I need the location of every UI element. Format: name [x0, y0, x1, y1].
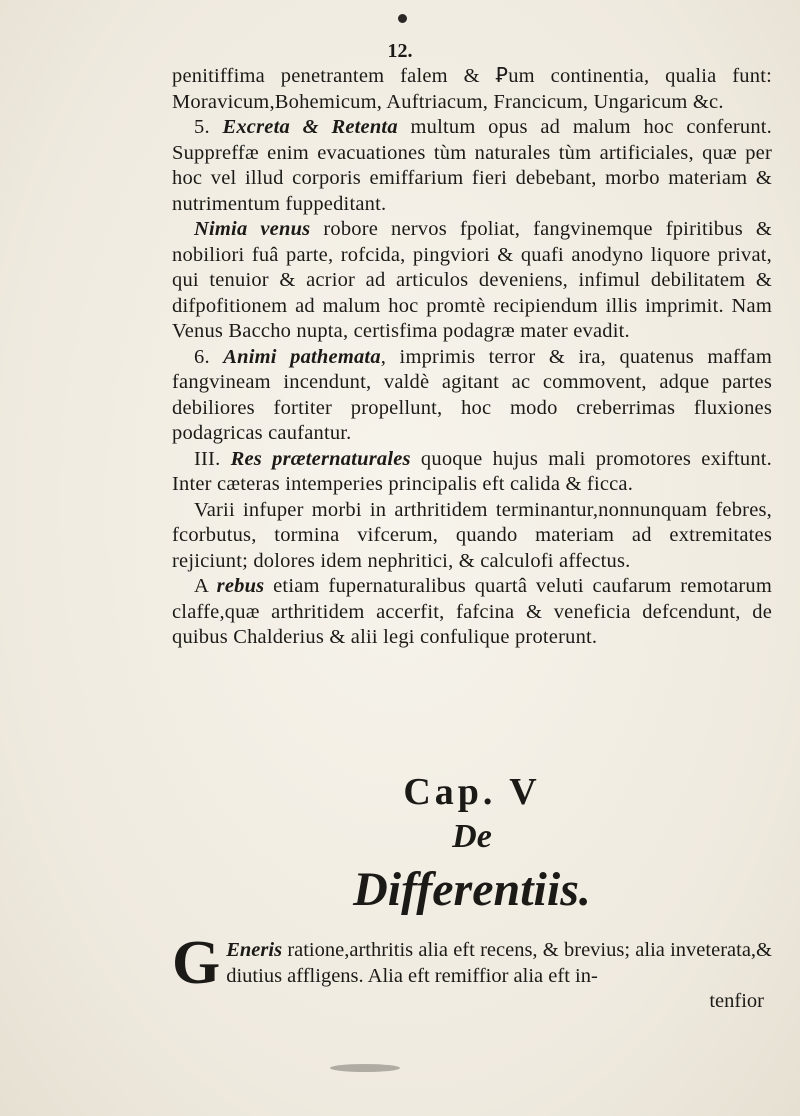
page-number: 12. — [387, 40, 413, 62]
chapter-heading: Cap. V — [403, 771, 541, 813]
drop-cap: G — [172, 929, 221, 997]
final-lead: Eneris — [226, 939, 283, 961]
chapter-de: De — [452, 818, 492, 855]
paragraph-0: penitiffima penetrantem falem & Ꝑum continentia, qualia funt: Moravicum,Bohemicum, Auftriacum, Francicum, Ungaricum &c. — [172, 65, 772, 113]
final-text: ratione,arthritis alia eft recens, & brevius; alia inveterata,& diutius affligens. Alia eft remiffior alia eft in- — [226, 939, 772, 987]
paragraph-1: 5. Excreta & Retenta multum opus ad malum hoc conferunt. Suppreffæ enim evacuationes tùm naturales tùm artificiales, quæ per hoc vel illud corporis emiffarium fieri debebant, morbo materiam & nutrimentum fuppeditant. — [172, 116, 773, 215]
paragraph-4: III. Res præternaturales quoque hujus mali promotores exiftunt. Inter cæteras intemperies principalis eft calida & ficca. — [172, 447, 772, 495]
paragraph-6: A rebus etiam fupernaturalibus quartâ veluti caufarum remotarum claffe,quæ arthritidem accerfit, fafcina & veneficia defcendunt, de quibus Chalderius & alii legi confulique proterunt. — [172, 575, 773, 648]
paragraph-5: Varii infuper morbi in arthritidem terminantur,nonnunquam febres, fcorbutus, tormina vifcerum, quando materiam ad extremitates rejiciunt; dolores idem nephritici, & calculofi affectus. — [172, 498, 772, 572]
final-paragraph — [172, 929, 772, 1015]
ink-smudge — [330, 1064, 400, 1072]
body-text — [172, 64, 772, 651]
ink-dot — [398, 14, 407, 23]
paragraph-2: Nimia venus robore nervos fpoliat, fangvinemque fpiritibus & nobiliori fuâ parte, rofcida, pingviori & quafi anodyno liquore privat, qui tenuior & acrior ad articulos deveniens, infimul debilitatem & difpofitionem ad malum hoc promtè recipiendum illis imprimit. Nam Venus Baccho nupta, certisfima podagræ mater evadit. — [172, 218, 772, 342]
catchword: tenfior — [709, 990, 764, 1012]
paragraph-3: 6. Animi pathemata, imprimis terror & ira, quatenus maffam fangvineam incendunt, valdè agitant ac commovent, adque partes debiliores fortiter propellunt, hoc modo creberrimas fluxiones podagricas caufantur. — [172, 345, 772, 444]
chapter-title: Differentiis. — [353, 863, 591, 916]
